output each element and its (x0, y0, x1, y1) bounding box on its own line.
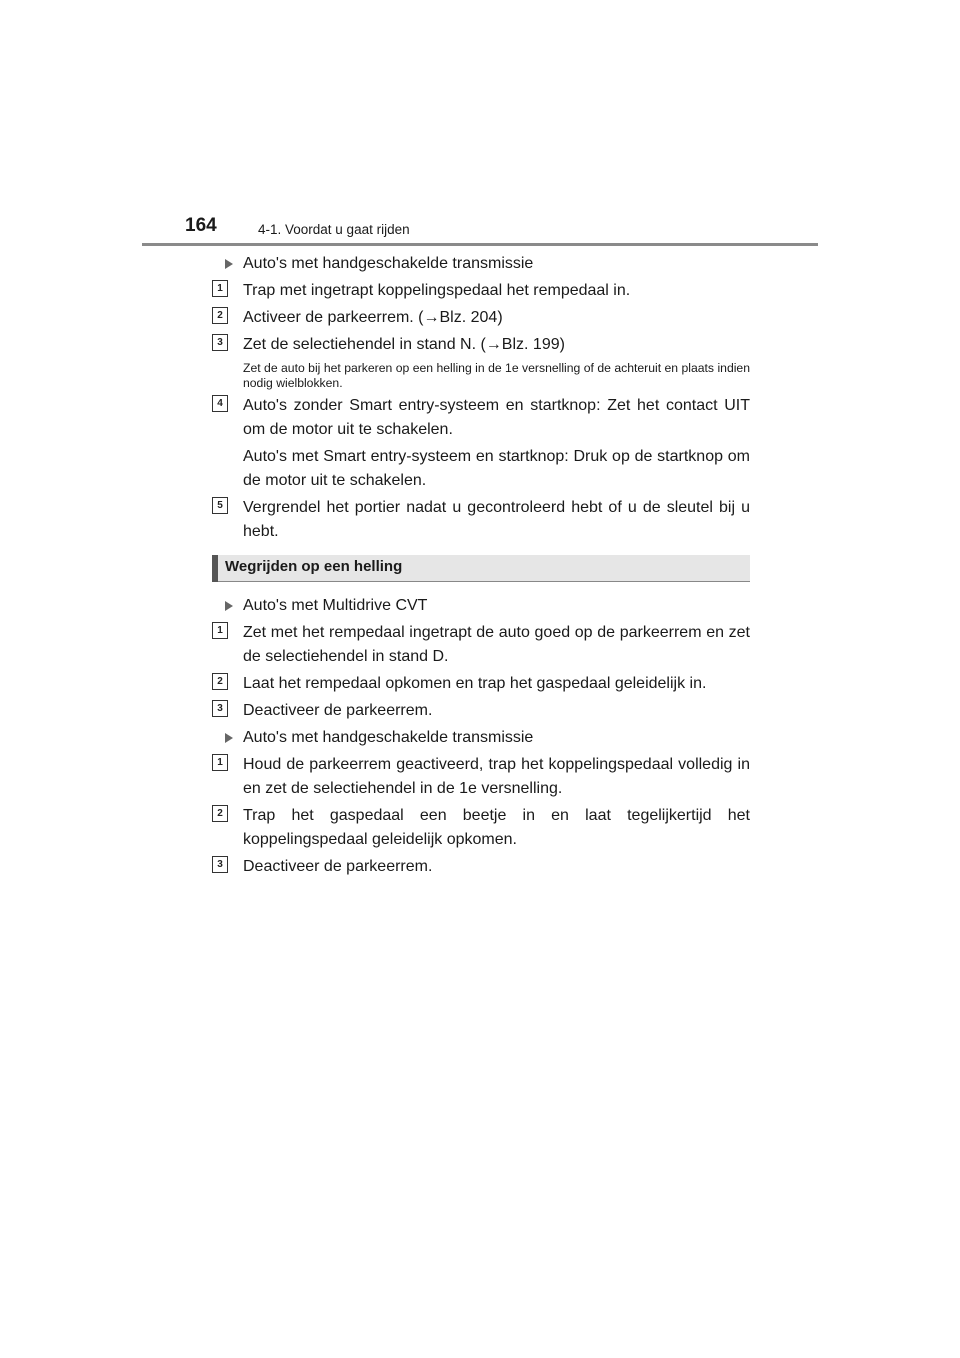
step-number-badge: 4 (212, 395, 228, 412)
subhead-cvt (212, 594, 750, 618)
step-number-badge: 3 (212, 700, 228, 717)
step-number-badge: 2 (212, 307, 228, 324)
step-text: Vergrendel het portier nadat u gecontroleerd hebt of u de sleutel bij u hebt. (243, 499, 750, 540)
step-item (212, 672, 750, 696)
step-continuation: Auto's met Smart entry-systeem en startknop: Druk op de startknop om de motor uit te schakelen. (243, 448, 750, 489)
triangle-bullet-icon (225, 601, 233, 611)
step-number-badge: 3 (212, 856, 228, 873)
page-number: 164 (185, 215, 217, 236)
step-number-badge: 5 (212, 497, 228, 514)
banner-title: Wegrijden op een helling (225, 558, 403, 575)
page-header (0, 0, 960, 250)
triangle-bullet-icon (225, 733, 233, 743)
step-text: Activeer de parkeerrem. (→Blz. 204) (243, 309, 503, 326)
step-item (212, 279, 750, 303)
section-banner (212, 555, 750, 582)
subhead-label: Auto's met Multidrive CVT (243, 597, 428, 614)
subhead-manual-hill (212, 726, 750, 750)
step-item (212, 804, 750, 852)
subhead-manual-parking (212, 252, 750, 276)
triangle-bullet-icon (225, 259, 233, 269)
step-text: Trap met ingetrapt koppelingspedaal het rempedaal in. (243, 282, 631, 299)
step-item (212, 306, 750, 330)
step-text: Trap het gaspedaal een beetje in en laat tegelijkertijd het koppelingspedaal geleidelijk opkomen. (243, 807, 750, 848)
step-item (212, 333, 750, 391)
step-text: Auto's zonder Smart entry-systeem en startknop: Zet het contact UIT om de motor uit te schakelen. (243, 397, 750, 438)
step-number-badge: 1 (212, 622, 228, 639)
step-text: Deactiveer de parkeerrem. (243, 858, 433, 875)
step-text: Laat het rempedaal opkomen en trap het gaspedaal geleidelijk in. (243, 675, 707, 692)
step-item (212, 621, 750, 669)
header-divider (142, 243, 818, 246)
step-item (212, 394, 750, 493)
page-content (212, 252, 750, 882)
step-text: Zet met het rempedaal ingetrapt de auto goed op de parkeerrem en zet de selectiehendel in stand D. (243, 624, 750, 665)
banner-accent-bar (212, 555, 218, 582)
step-number-badge: 2 (212, 673, 228, 690)
step-text: Deactiveer de parkeerrem. (243, 702, 433, 719)
step-number-badge: 1 (212, 754, 228, 771)
subhead-label: Auto's met handgeschakelde transmissie (243, 729, 534, 746)
step-number-badge: 3 (212, 334, 228, 351)
step-text: Zet de selectiehendel in stand N. (→Blz. 199) (243, 336, 565, 353)
step-item (212, 699, 750, 723)
section-title: 4-1. Voordat u gaat rijden (258, 222, 410, 237)
subhead-label: Auto's met handgeschakelde transmissie (243, 255, 534, 272)
step-text: Houd de parkeerrem geactiveerd, trap het koppelingspedaal volledig in en zet de selectiehendel in de 1e versnelling. (243, 756, 750, 797)
step-number-badge: 1 (212, 280, 228, 297)
step-note: Zet de auto bij het parkeren op een helling in de 1e versnelling of de achteruit en plaats indien nodig wielblokken. (243, 361, 750, 390)
step-number-badge: 2 (212, 805, 228, 822)
step-item (212, 496, 750, 544)
step-item (212, 855, 750, 879)
step-item (212, 753, 750, 801)
